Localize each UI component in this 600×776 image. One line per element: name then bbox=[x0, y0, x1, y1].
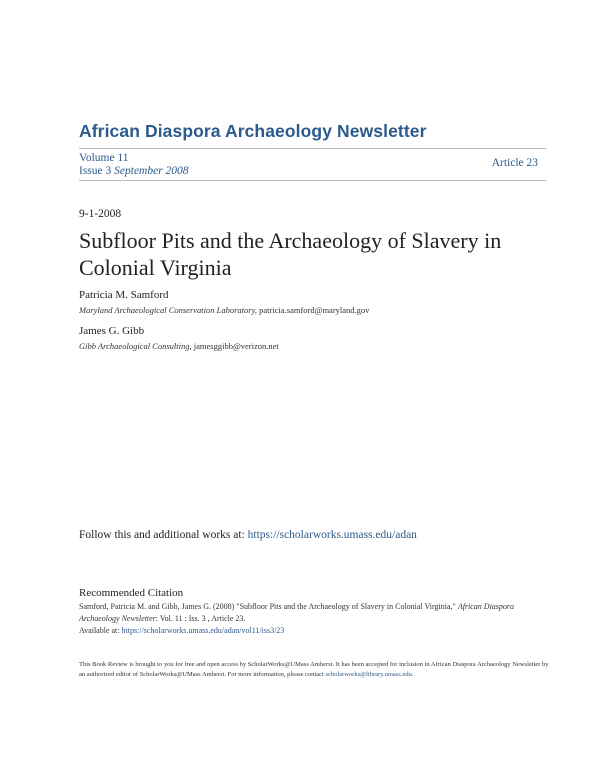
author-name: James G. Gibb bbox=[79, 325, 145, 337]
author-name: Patricia M. Samford bbox=[79, 289, 169, 301]
author-email: patricia.samford@maryland.gov bbox=[259, 305, 370, 315]
volume-link[interactable]: Volume 11 bbox=[79, 152, 129, 164]
access-notice bbox=[79, 660, 549, 680]
citation-text: Samford, Patricia M. and Gibb, James G. (2008) "Subfloor Pits and the Archaeology of Slavery in Colonial Virginia," bbox=[79, 602, 456, 611]
follow-line bbox=[79, 529, 417, 541]
citation-volume: : Vol. 11 : Iss. 3 , Article 23. bbox=[155, 614, 246, 623]
affiliation-separator: , bbox=[189, 341, 194, 351]
article-title: Subfloor Pits and the Archaeology of Slavery in Colonial Virginia bbox=[79, 228, 502, 280]
follow-text: Follow this and additional works at: bbox=[79, 529, 245, 541]
article-number-link[interactable]: Article 23 bbox=[491, 157, 538, 169]
affiliation-name: Gibb Archaeological Consulting bbox=[79, 341, 190, 351]
affiliation-name: Maryland Archaeological Conservation Laboratory bbox=[79, 305, 255, 315]
citation-block bbox=[79, 601, 549, 637]
available-label: Available at: bbox=[79, 626, 120, 635]
citation-link[interactable]: https://scholarworks.umass.edu/adan/vol11/iss3/23 bbox=[121, 626, 285, 635]
publication-date: 9-1-2008 bbox=[79, 208, 122, 220]
author-affiliation bbox=[79, 341, 279, 351]
notice-text: This Book Review is brought to you for free and open access by ScholarWorks@UMass Amherst. It has been accepted for inclusion in African Diaspora Archaeology Newsletter by an authorized editor of ScholarWorks@UMass Amherst. For more information, please contact bbox=[79, 661, 549, 678]
follow-link[interactable]: https://scholarworks.umass.edu/adan bbox=[247, 529, 417, 541]
affiliation-separator: , bbox=[254, 305, 260, 315]
header-bottom-rule bbox=[79, 180, 546, 181]
header-top-rule bbox=[79, 148, 546, 149]
citation-journal: African Diaspora Archaeology Newsletter bbox=[79, 602, 515, 623]
journal-title-link[interactable]: African Diaspora Archaeology Newsletter bbox=[79, 121, 427, 141]
author-affiliation bbox=[79, 305, 369, 315]
issue-number: Issue 3 bbox=[79, 165, 112, 177]
author-email: jamesggibb@verizon.net bbox=[193, 341, 279, 351]
issue-link[interactable] bbox=[79, 165, 189, 177]
contact-email-link[interactable]: scholarworks@library.umass.edu. bbox=[325, 671, 414, 678]
recommended-citation-heading: Recommended Citation bbox=[79, 587, 184, 599]
issue-date: September 2008 bbox=[114, 165, 189, 177]
